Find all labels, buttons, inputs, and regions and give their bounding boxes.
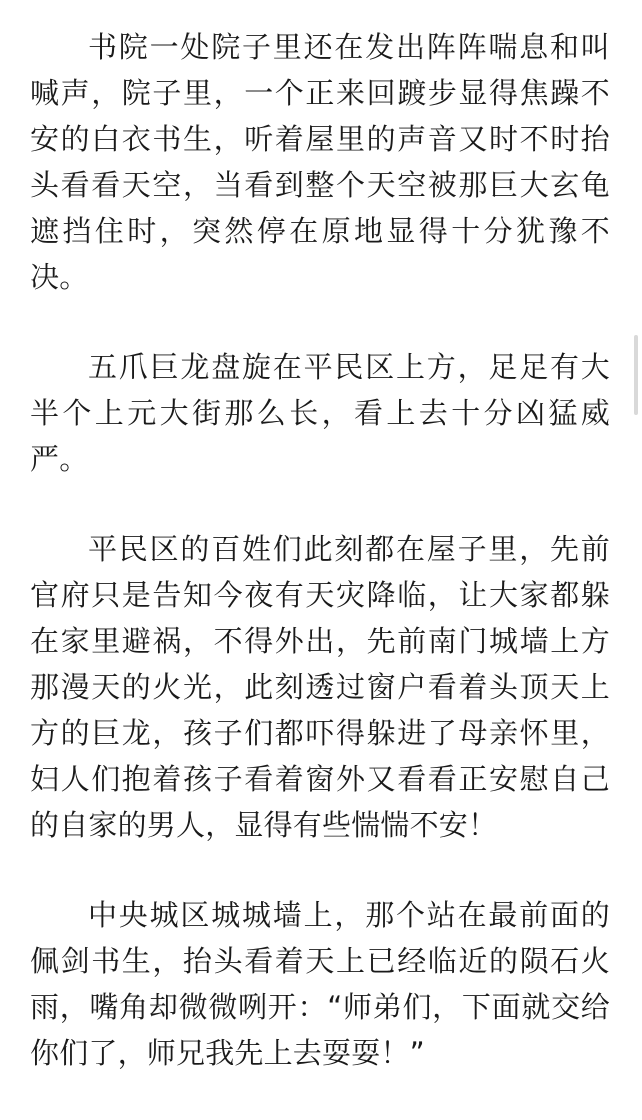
paragraph: 中央城区城城墙上，那个站在最前面的佩剑书生，抬头看着天上已经临近的陨石火雨，嘴角却微微咧开：“师弟们，下面就交给你们了，师兄我先上去耍耍！” [30,898,610,1070]
paragraph: 五爪巨龙盘旋在平民区上方，足足有大半个上元大街那么长，看上去十分凶猛威严。 [30,350,610,476]
scrollbar-track[interactable] [634,0,640,960]
paragraph: 平民区的百姓们此刻都在屋子里，先前官府只是告知今夜有天灾降临，让大家都躲在家里避祸，不得外出，先前南门城墙上方那漫天的火光，此刻透过窗户看着头顶天上方的巨龙，孩子们都吓得躲进了母亲怀里，妇人们抱着孩子看着窗外又看看正安慰自己的自家的男人，显得有些惴惴不安！ [30,532,610,842]
scrollbar-thumb[interactable] [634,335,638,415]
article-body [30,24,610,1120]
paragraph: 书院一处院子里还在发出阵阵喘息和叫喊声，院子里，一个正来回踱步显得焦躁不安的白衣书生，听着屋里的声音又时不时抬头看看天空，当看到整个天空被那巨大玄龟遮挡住时，突然停在原地显得十分犹豫不决。 [30,30,610,294]
